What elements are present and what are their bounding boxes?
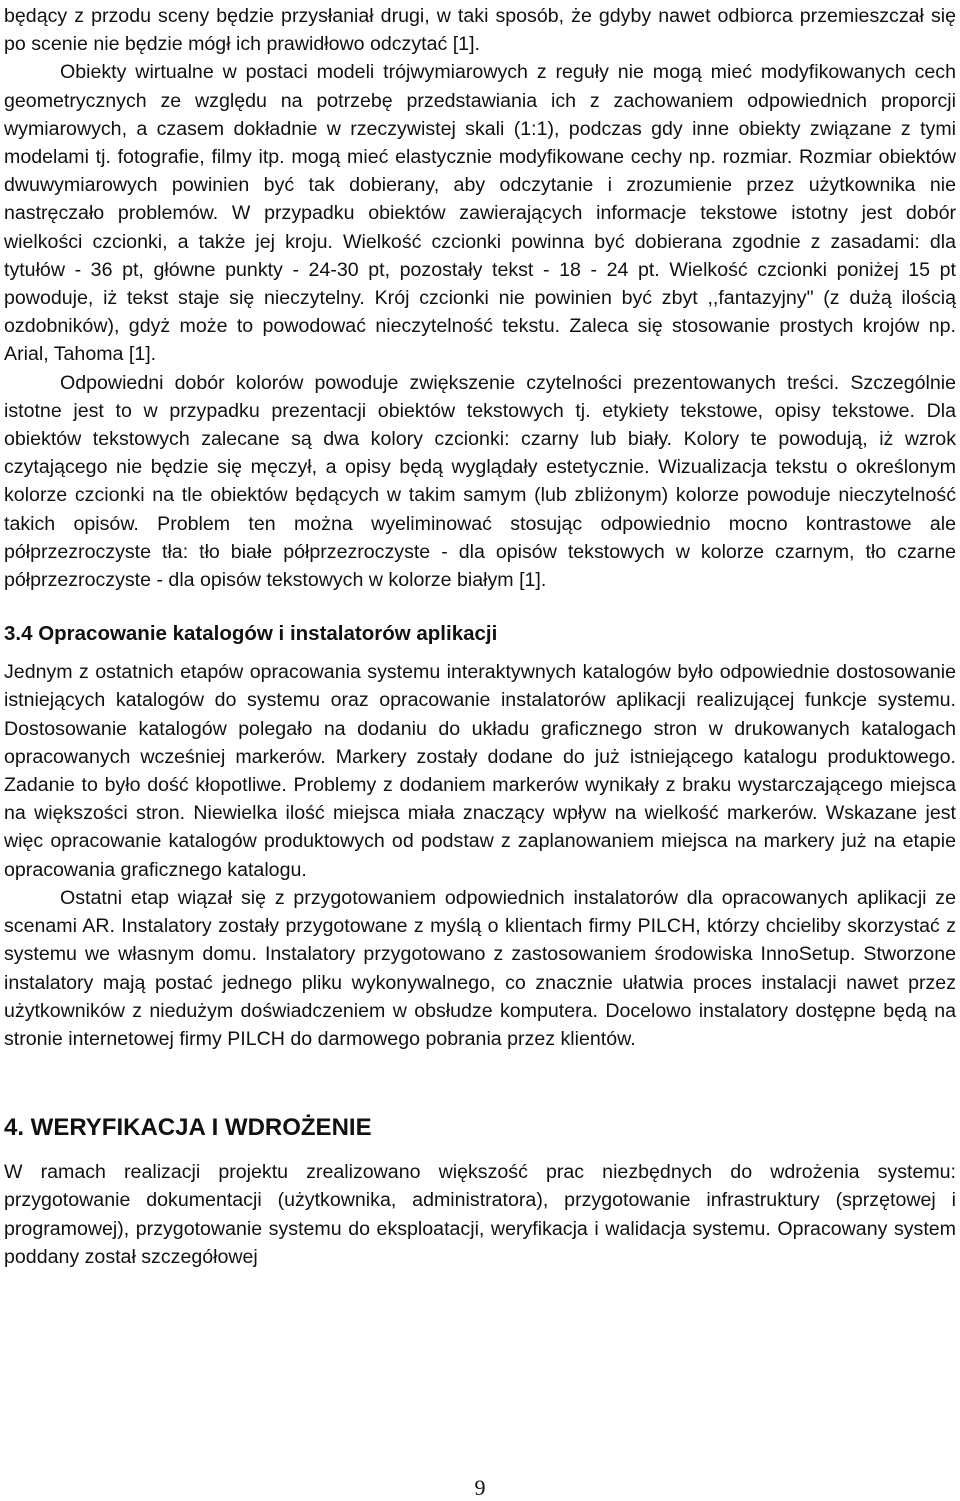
section-heading-3-4: 3.4 Opracowanie katalogów i instalatorów aplikacji: [4, 622, 498, 646]
paragraph-catalogs: Jednym z ostatnich etapów opracowania systemu interaktywnych katalogów było odpowiednie dostosowanie istniejących katalogów do systemu oraz opracowanie instalatorów aplikacji realizującej funkcje systemu. Dostosowanie katalogów polegało na dodaniu do układu graficznego stron w drukowanych katalogach opracowanych wcześniej markerów. Markery zostały dodane do już istniejącego katalogu produktowego. Zadanie to było dość kłopotliwe. Problemy z dodaniem markerów wynikały z braku wystarczającego miejsca na większości stron. Niewielka ilość miejsca miała znaczący wpływ na wielkość markerów. Wskazane jest więc opracowanie katalogów produktowych od podstaw z zaplanowaniem miejsca na markery już na etapie opracowania graficznego katalogu.: [4, 661, 956, 881]
section-heading-4: 4. WERYFIKACJA I WDROŻENIE: [4, 1114, 372, 1142]
page-number: 9: [474, 1475, 486, 1500]
section-spacer: [4, 1053, 956, 1113]
paragraph-verification: W ramach realizacji projektu zrealizowano większość prac niezbędnych do wdrożenia systemu: przygotowanie dokumentacji (użytkownika, administratora), przygotowanie infrastruktury (sprzętowej i programowej), przygotowanie systemu do eksploatacji, weryfikacja i walidacja systemu. Opracowany system poddany został szczegółowej: [4, 1161, 956, 1268]
paragraph-colors: Odpowiedni dobór kolorów powoduje zwiększenie czytelności prezentowanych treści. Szczególnie istotne jest to w przypadku prezentacji obiektów tekstowych tj. etykiety tekstowe, opisy tekstowe. Dla obiektów tekstowych zalecane są dwa kolory czcionki: czarny lub biały. Kolory te powodują, iż wzrok czytającego nie będzie się męczył, a opisy będą wyglądały estetycznie. Wizualizacja tekstu o określonym kolorze czcionki na tle obiektów będących w takim samym (lub zbliżonym) kolorze powoduje nieczytelność takich opisów. Problem ten można wyeliminować stosując odpowiednio mocno kontrastowe ale półprzezroczyste tła: tło białe półprzezroczyste - dla opisów tekstowych w kolorze czarnym, tło czarne półprzezroczyste - dla opisów tekstowych w kolorze białym [1].: [4, 371, 956, 592]
paragraph-installers: Ostatni etap wiązał się z przygotowaniem odpowiednich instalatorów dla opracowanych aplikacji ze scenami AR. Instalatory zostały przygotowane z myślą o klientach firmy PILCH, którzy chcieliby skorzystać z systemu we własnym domu. Instalatory przygotowano z zastosowaniem środowiska InnoSetup. Stworzone instalatory mają postać jednego pliku wykonywalnego, co znacznie ułatwia proces instalacji nawet przez użytkowników z niedużym doświadczeniem w obsłudze komputera. Docelowo instalatory dostępne będą na stronie internetowej firmy PILCH do darmowego pobrania przez klientów.: [4, 886, 956, 1050]
paragraph-virtual-objects: Obiekty wirtualne w postaci modeli trójwymiarowych z reguły nie mogą mieć modyfikowanych cech geometrycznych ze względu na potrzebę przedstawiania ich z zachowaniem odpowiednich proporcji wymiarowych, a czasem dokładnie w rzeczywistej skali (1:1), podczas gdy inne obiekty związane z tymi modelami tj. fotografie, filmy itp. mogą mieć elastycznie modyfikowane cechy np. rozmiar. Rozmiar obiektów dwuwymiarowych powinien być tak dobierany, aby odczytanie i zrozumienie przez użytkownika nie nastręczało problemów. W przypadku obiektów zawierających informacje tekstowe istotny jest dobór wielkości czcionki, a także jej kroju. Wielkość czcionki powinna być dobierana zgodnie z zasadami: dla tytułów - 36 pt, główne punkty - 24-30 pt, pozostały tekst - 18 - 24 pt. Wielkość czcionki poniżej 15 pt powoduje, iż tekst staje się nieczytelny. Krój czcionki nie powinien być zbyt ,,fantazyjny" (z dużą ilością ozdobników), gdyż może to powodować nieczytelność tekstu. Zaleca się stosowanie prostych krojów np. Arial, Tahoma [1].: [4, 61, 956, 366]
paragraph-continuation: będący z przodu sceny będzie przysłaniał drugi, w taki sposób, że gdyby nawet odbiorca przemieszczał się po scenie nie będzie mógł ich prawidłowo odczytać [1].: [4, 5, 956, 56]
